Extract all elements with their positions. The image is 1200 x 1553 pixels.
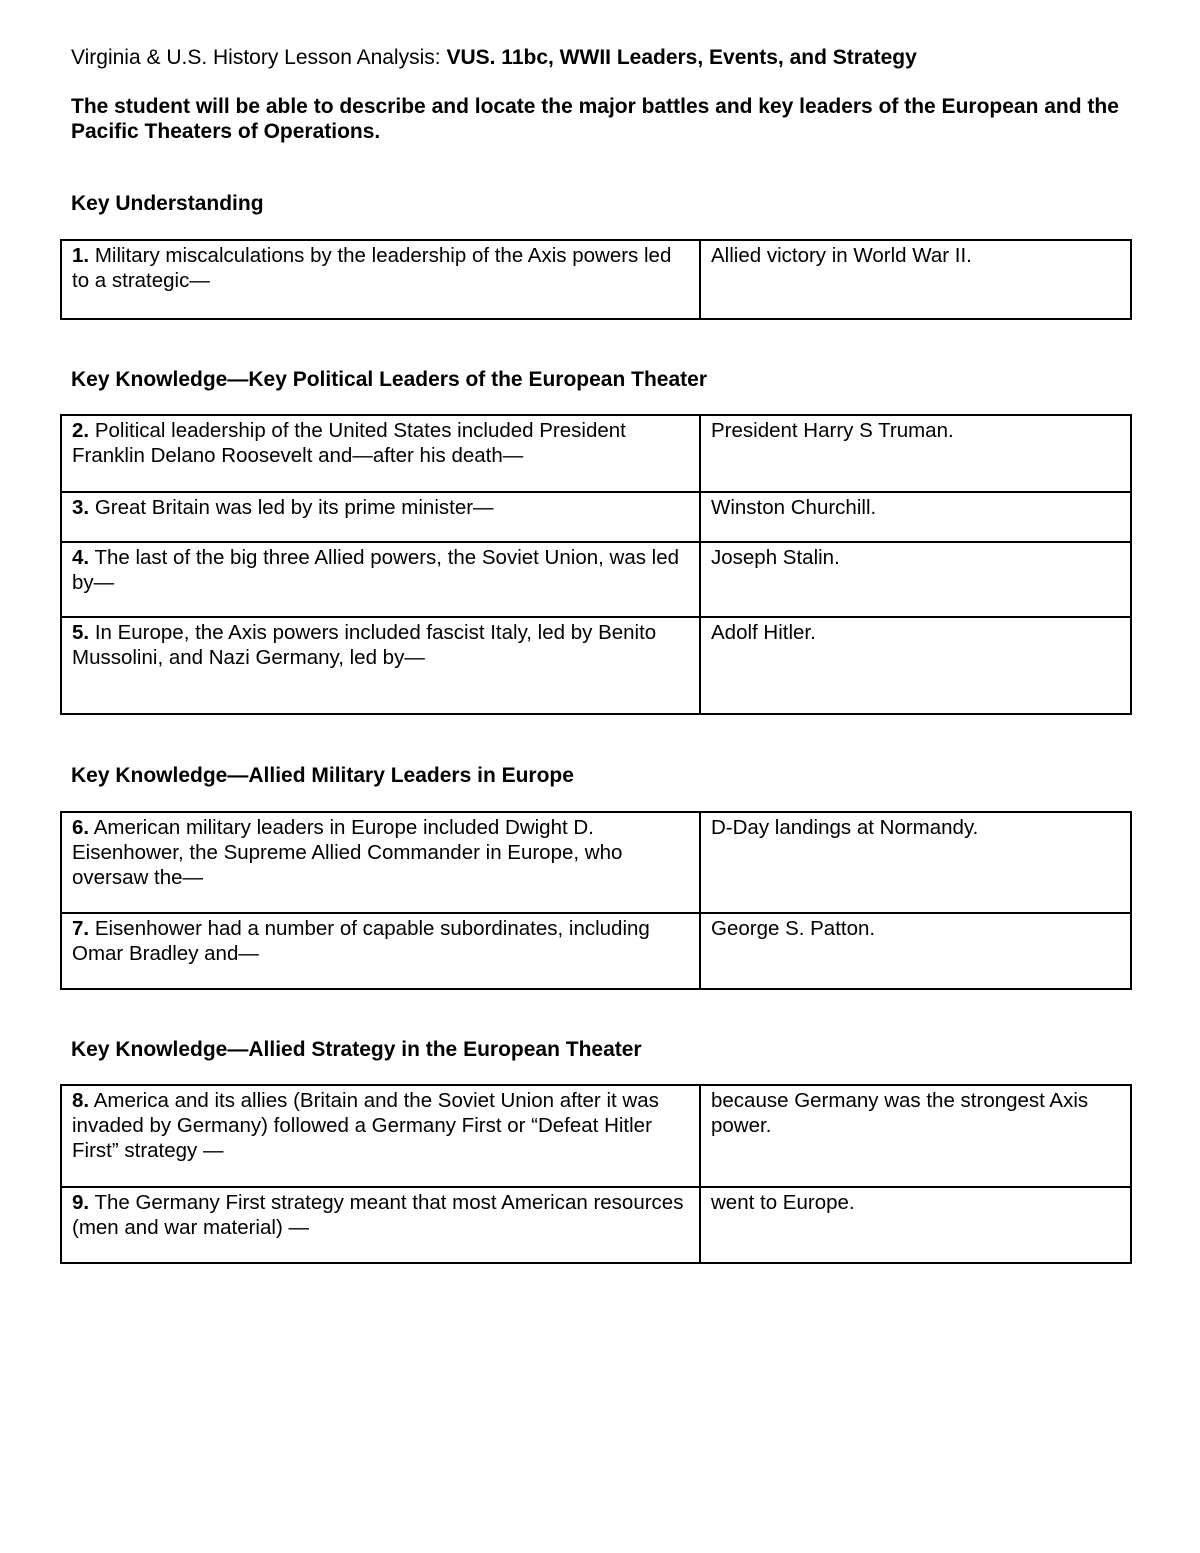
- table-row: [61, 415, 1131, 492]
- question-cell: [61, 415, 700, 492]
- question-text: Eisenhower had a number of capable subordinates, including Omar Bradley and—: [72, 917, 650, 965]
- military-leaders-table: [60, 811, 1132, 990]
- item-number: 1.: [72, 244, 90, 267]
- political-leaders-table: [60, 414, 1132, 715]
- item-number: 3.: [72, 496, 90, 519]
- section-heading-allied-strategy: Key Knowledge—Allied Strategy in the European Theater: [71, 1038, 642, 1061]
- answer-cell: Allied victory in World War II.: [700, 240, 1131, 319]
- item-number: 4.: [72, 546, 90, 569]
- item-number: 5.: [72, 621, 90, 644]
- lesson-header: [71, 44, 917, 72]
- question-text: Great Britain was led by its prime minister—: [94, 496, 494, 519]
- question-cell: [61, 913, 700, 989]
- question-cell: [61, 812, 700, 913]
- table-row: [61, 812, 1131, 913]
- allied-strategy-table: [60, 1084, 1132, 1264]
- answer-cell: Adolf Hitler.: [700, 617, 1131, 714]
- answer-cell: because Germany was the strongest Axis power.: [700, 1085, 1131, 1187]
- question-text: American military leaders in Europe included Dwight D. Eisenhower, the Supreme Allied Commander in Europe, who oversaw the—: [72, 816, 623, 889]
- question-cell: [61, 240, 700, 319]
- item-number: 7.: [72, 917, 90, 940]
- item-number: 6.: [72, 816, 90, 839]
- question-cell: [61, 1187, 700, 1263]
- table-row: [61, 1085, 1131, 1187]
- question-text: Political leadership of the United States included President Franklin Delano Roosevelt and—after his death—: [72, 419, 626, 467]
- table-row: [61, 240, 1131, 319]
- answer-cell: George S. Patton.: [700, 913, 1131, 989]
- table-row: [61, 1187, 1131, 1263]
- item-number: 8.: [72, 1089, 90, 1112]
- section-heading-key-understanding: Key Understanding: [71, 192, 264, 215]
- lesson-title: VUS. 11bc, WWII Leaders, Events, and Strategy: [446, 46, 917, 69]
- question-text: In Europe, the Axis powers included fascist Italy, led by Benito Mussolini, and Nazi Germany, led by—: [72, 621, 657, 669]
- item-number: 9.: [72, 1191, 90, 1214]
- key-understanding-table: [60, 239, 1132, 320]
- item-number: 2.: [72, 419, 90, 442]
- section-heading-military-leaders: Key Knowledge—Allied Military Leaders in Europe: [71, 764, 574, 787]
- question-text: America and its allies (Britain and the Soviet Union after it was invaded by Germany) followed a Germany First or “Defeat Hitler First” strategy —: [72, 1089, 659, 1162]
- question-cell: [61, 542, 700, 617]
- answer-cell: D-Day landings at Normandy.: [700, 812, 1131, 913]
- table-row: [61, 492, 1131, 542]
- question-cell: [61, 617, 700, 714]
- question-cell: [61, 1085, 700, 1187]
- table-row: [61, 913, 1131, 989]
- question-text: The Germany First strategy meant that most American resources (men and war material) —: [72, 1191, 684, 1239]
- table-row: [61, 617, 1131, 714]
- answer-cell: President Harry S Truman.: [700, 415, 1131, 492]
- header-prefix: Virginia & U.S. History Lesson Analysis:: [71, 46, 441, 69]
- answer-cell: went to Europe.: [700, 1187, 1131, 1263]
- table-row: [61, 542, 1131, 617]
- answer-cell: Joseph Stalin.: [700, 542, 1131, 617]
- answer-cell: Winston Churchill.: [700, 492, 1131, 542]
- section-heading-political-leaders: Key Knowledge—Key Political Leaders of the European Theater: [71, 368, 707, 391]
- question-text: The last of the big three Allied powers, the Soviet Union, was led by—: [72, 546, 680, 594]
- question-cell: [61, 492, 700, 542]
- lesson-objective: The student will be able to describe and locate the major battles and key leaders of the European and the Pacific Theaters of Operations.: [71, 95, 1119, 143]
- question-text: Military miscalculations by the leadership of the Axis powers led to a strategic—: [72, 244, 672, 292]
